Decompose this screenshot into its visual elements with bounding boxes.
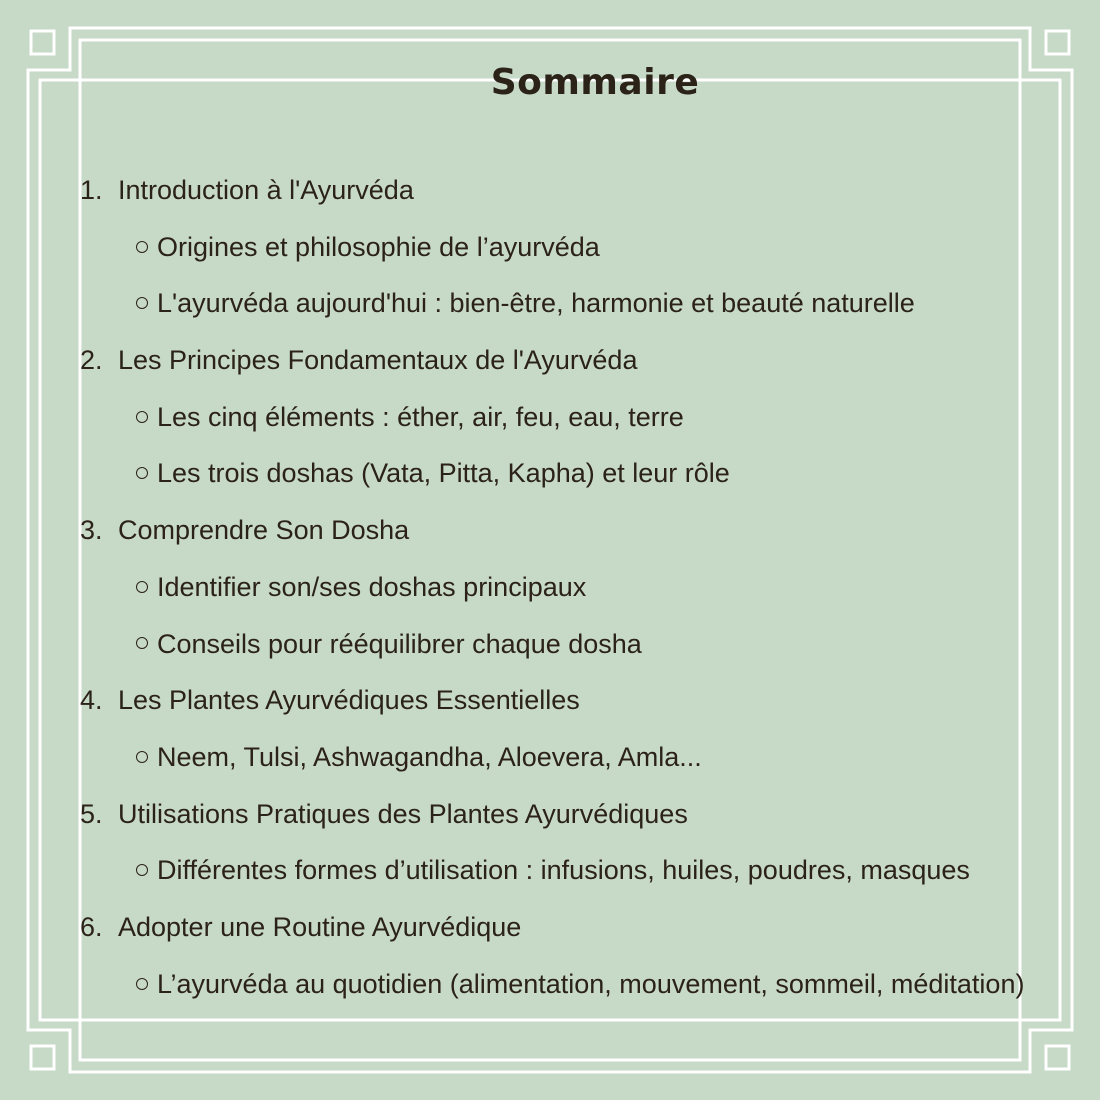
toc-subitem: [0, 563, 1100, 620]
toc-subitem: [0, 733, 1100, 790]
section-number: 2.: [80, 345, 103, 376]
circle-bullet-icon: [136, 864, 148, 876]
circle-bullet-icon: [136, 751, 148, 763]
toc-section: [0, 336, 1100, 393]
section-number: 6.: [80, 911, 103, 942]
subitem-text: Identifier son/ses doshas principaux: [157, 571, 587, 602]
section-number: 4.: [80, 685, 103, 716]
toc-section: [0, 676, 1100, 733]
circle-bullet-icon: [136, 467, 148, 479]
toc-section: [0, 166, 1100, 223]
section-title: Les Plantes Ayurvédiques Essentielles: [118, 685, 580, 716]
toc-section: [0, 903, 1100, 960]
toc-subitem: [0, 223, 1100, 280]
circle-bullet-icon: [136, 297, 148, 309]
subitem-text: Conseils pour rééquilibrer chaque dosha: [157, 628, 642, 659]
section-title: Utilisations Pratiques des Plantes Ayurvédiques: [118, 798, 688, 829]
section-title: Introduction à l'Ayurvéda: [118, 175, 414, 205]
circle-bullet-icon: [136, 581, 148, 593]
section-title: Comprendre Son Dosha: [118, 515, 410, 546]
section-title: Adopter une Routine Ayurvédique: [118, 911, 522, 942]
circle-bullet-icon: [136, 637, 148, 649]
toc-subitem: [0, 279, 1100, 336]
section-title: Les Principes Fondamentaux de l'Ayurvéda: [118, 345, 638, 376]
table-of-contents: [0, 166, 1100, 1016]
toc-subitem: [0, 846, 1100, 903]
toc-subitem: [0, 449, 1100, 506]
subitem-text: Neem, Tulsi, Ashwagandha, Aloevera, Amla...: [157, 741, 702, 772]
toc-subitem: [0, 960, 1100, 1017]
circle-bullet-icon: [136, 241, 148, 253]
toc-section: [0, 506, 1100, 563]
section-number: 5.: [80, 798, 103, 829]
toc-section: [0, 790, 1100, 847]
section-number: 1.: [80, 175, 103, 205]
circle-bullet-icon: [136, 978, 148, 990]
subitem-text: Différentes formes d’utilisation : infusions, huiles, poudres, masques: [157, 855, 970, 886]
subitem-text: L’ayurvéda au quotidien (alimentation, mouvement, sommeil, méditation): [157, 968, 1025, 999]
subitem-text: Les cinq éléments : éther, air, feu, eau, terre: [157, 401, 684, 432]
subitem-text: Origines et philosophie de l’ayurvéda: [157, 231, 600, 262]
page-title: Sommaire: [490, 62, 700, 103]
subitem-text: L'ayurvéda aujourd'hui : bien-être, harmonie et beauté naturelle: [157, 288, 915, 319]
toc-subitem: [0, 620, 1100, 677]
circle-bullet-icon: [136, 411, 148, 423]
subitem-text: Les trois doshas (Vata, Pitta, Kapha) et leur rôle: [157, 458, 730, 489]
toc-subitem: [0, 393, 1100, 450]
section-number: 3.: [80, 515, 103, 546]
